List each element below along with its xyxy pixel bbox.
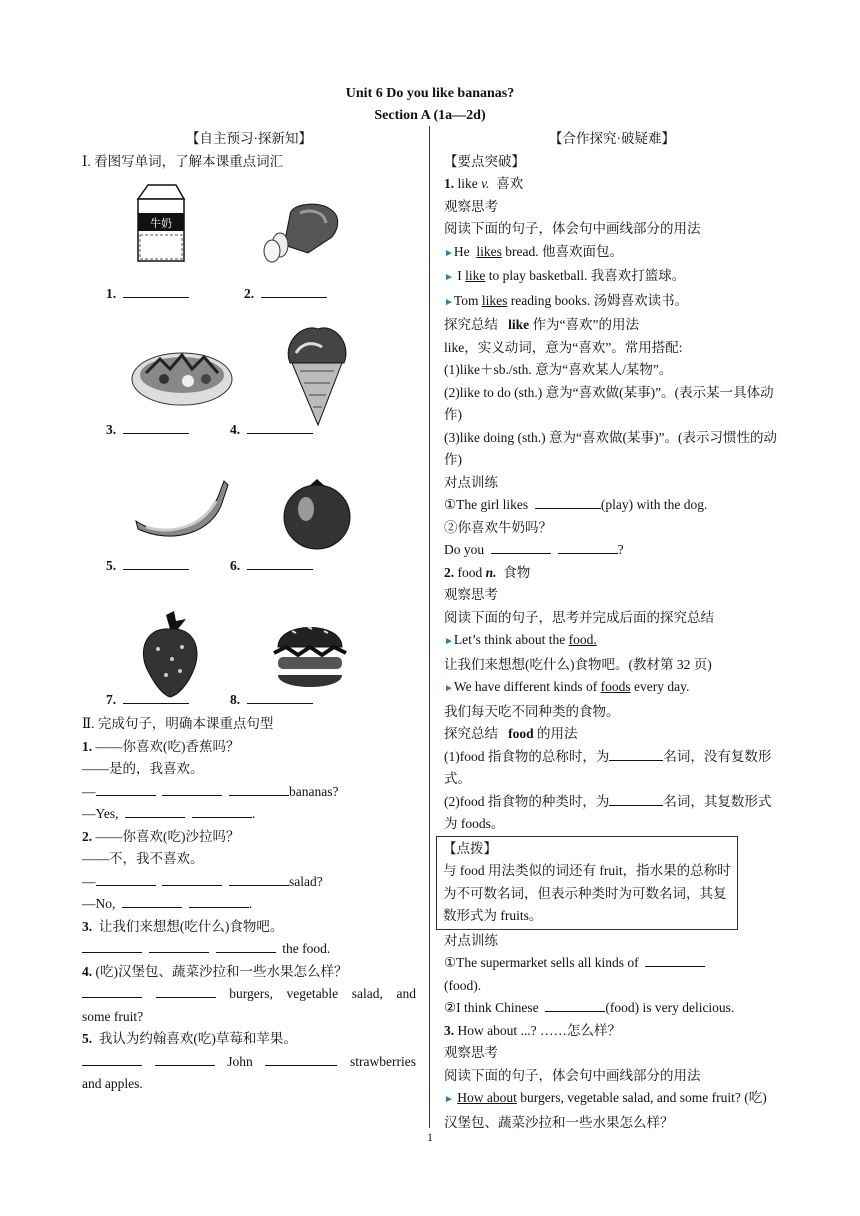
tomato-picture xyxy=(280,473,354,553)
ice-cream-picture xyxy=(282,323,352,427)
q3-blank-3[interactable] xyxy=(216,938,276,953)
point2-observe: 观察思考 xyxy=(444,587,498,602)
q4-cn: (吃)汉堡包、蔬菜沙拉和一些水果怎么样？ xyxy=(95,963,348,979)
q2-blank-5[interactable] xyxy=(189,893,249,908)
answer-blank-6[interactable] xyxy=(247,555,313,570)
q5-en-c: and apples. xyxy=(82,1076,143,1091)
point1-example-1: ►He likes bread. 他喜欢面包。 xyxy=(444,243,624,259)
point1-summary-title: 探究总结 like 作为“喜欢”的用法 xyxy=(444,317,639,332)
right-heading: 【合作探究·破疑难】 xyxy=(549,131,675,146)
triangle-arrow-icon: ► xyxy=(444,1094,454,1105)
q5-blank-2[interactable] xyxy=(155,1051,215,1066)
q1-blank-3[interactable] xyxy=(229,781,289,796)
q2-blank-3[interactable] xyxy=(229,871,289,886)
point1-practice: 对点训练 xyxy=(444,474,498,490)
q1-cn-1: ——你喜欢(吃)香蕉吗？ xyxy=(95,738,240,754)
q2-blank-1[interactable] xyxy=(96,871,156,886)
point1-task-1: ①The girl likes (play) with the dog. xyxy=(444,494,780,517)
point1-summary-2: (1)like＋sb./sth. 意为“喜欢某人/某物”。 xyxy=(444,362,673,377)
q2-dash: — xyxy=(82,873,96,889)
q3-blank-1[interactable] xyxy=(82,938,142,953)
point3-instruction: 阅读下面的句子，体会句中画线部分的用法 xyxy=(444,1067,701,1083)
point3-title: 3. How about ...? ……怎么样？ xyxy=(444,1022,621,1038)
q4-en-e: some fruit? xyxy=(82,1008,144,1024)
point2-example-2-cn: 我们每天吃不同种类的食物。 xyxy=(444,703,620,719)
page-title: Unit 6 Do you like bananas? xyxy=(345,86,515,101)
burger-picture xyxy=(268,613,352,697)
point1-example-3: ►Tom likes reading books. 汤姆喜欢读书。 xyxy=(444,292,689,308)
q4-blank-2[interactable] xyxy=(156,983,216,998)
page-number: 1 xyxy=(427,1130,433,1144)
point2-example-1: ►Let’s think about the food. xyxy=(444,632,597,647)
q1-en-end: bananas? xyxy=(289,783,339,799)
key-points-heading: 【要点突破】 xyxy=(444,153,525,169)
part1-title: Ⅰ. 看图写单词，了解本课重点词汇 xyxy=(82,153,284,169)
answer-blank-8[interactable] xyxy=(247,689,313,704)
point2-task-1-blank[interactable] xyxy=(645,952,705,967)
answer-blank-2[interactable] xyxy=(261,283,327,298)
right-column xyxy=(444,128,780,1134)
label-8: 8. xyxy=(230,692,241,707)
point1-summary-4: (3)like doing (sth.) 意为“喜欢做(某事)”。(表示习惯性的动作) xyxy=(444,429,777,467)
q2-blank-2[interactable] xyxy=(162,871,222,886)
q5-en-a: John xyxy=(227,1053,253,1069)
point2-summary-1-blank[interactable] xyxy=(609,746,663,761)
point2-summary-2: (2)food 指食物的种类时，为 名词，其复数形式为 foods。 xyxy=(444,791,780,836)
label-7: 7. xyxy=(106,692,117,707)
q3-blank-2[interactable] xyxy=(149,938,209,953)
q4-en-d: and xyxy=(396,986,417,1001)
left-column: 【自主预习·探新知】 Ⅰ. 看图写单词，了解本课重点词汇 牛奶 1. 2. 3. 4. 5. 6. 7. 8. Ⅱ. 完成句子，明确本课重点句型 1. ——你喜欢(吃)香蕉吗？ ——是的，我喜欢。 — bananas? —Yes, . 2. ——你喜欢(吃)沙拉吗？ ——不，我不喜欢。 — salad? —No, . 3. 让我们来想想(吃什么)食物吧。 the food. 4. (吃)汉堡包、蔬菜沙拉和一些水果怎么样？ burgers, vegetable salad, and some fruit? 5. 我认为约翰喜欢(吃)草莓和苹果。 John strawberries and apples. xyxy=(82,128,416,1096)
q3-en-end: the food. xyxy=(282,941,331,956)
label-1: 1. xyxy=(106,286,117,301)
label-3: 3. xyxy=(106,422,117,437)
point2-example-1-cn: 让我们来想想(吃什么)食物吧。(教材第 32 页) xyxy=(444,656,712,672)
answer-blank-5[interactable] xyxy=(123,555,189,570)
answer-blank-7[interactable] xyxy=(123,689,189,704)
point3-example-1: ► How about burgers, vegetable salad, and some fruit? (吃)汉堡包、蔬菜沙拉和一些水果怎么样？ xyxy=(444,1090,767,1130)
answer-blank-4[interactable] xyxy=(247,419,313,434)
q1-dash: — xyxy=(82,783,96,799)
triangle-arrow-icon: ► xyxy=(444,683,454,694)
milk-carton-picture xyxy=(132,183,188,265)
q1-en-2: —Yes, xyxy=(82,806,119,821)
q2-en-end: salad? xyxy=(289,873,323,889)
q1-cn-2: ——是的，我喜欢。 xyxy=(82,761,204,776)
q2-number: 2. xyxy=(82,828,93,844)
q1-blank-4[interactable] xyxy=(125,803,185,818)
label-6: 6. xyxy=(230,558,241,573)
banana-picture xyxy=(132,477,232,545)
q5-en-b: strawberries xyxy=(350,1053,416,1069)
q2-cn-2: ——不，我不喜欢。 xyxy=(82,851,204,866)
q4-en-c: salad, xyxy=(351,986,383,1001)
q3-number: 3. xyxy=(82,918,93,934)
tip-text: 与 food 用法类似的词还有 fruit，指水果的总称时为不可数名词，但表示种类时为可数名词，其复数形式为 fruits。 xyxy=(443,863,731,923)
column-divider xyxy=(429,126,430,1128)
point2-summary-title: 探究总结 food 的用法 xyxy=(444,726,578,741)
point1-instruction: 阅读下面的句子，体会句中画线部分的用法 xyxy=(444,221,701,236)
q5-blank-3[interactable] xyxy=(265,1051,337,1066)
part2-title: Ⅱ. 完成句子，明确本课重点句型 xyxy=(82,716,274,731)
point1-observe: 观察思考 xyxy=(444,198,498,214)
tip-title: 【点拨】 xyxy=(443,840,497,856)
point2-summary-2-blank[interactable] xyxy=(609,791,663,806)
strawberry-picture xyxy=(138,609,202,699)
point1-task-2: Do you ? xyxy=(444,539,780,562)
point1-task-2-blank-2[interactable] xyxy=(558,539,618,554)
q1-blank-5[interactable] xyxy=(192,803,252,818)
point3-observe: 观察思考 xyxy=(444,1045,498,1060)
label-2: 2. xyxy=(244,286,255,301)
q2-cn-1: ——你喜欢(吃)沙拉吗？ xyxy=(95,828,240,844)
left-heading: 【自主预习·探新知】 xyxy=(186,131,312,146)
triangle-arrow-icon: ► xyxy=(444,296,454,308)
q4-en-a: burgers, xyxy=(229,986,273,1001)
label-5: 5. xyxy=(106,558,117,573)
label-4: 4. xyxy=(230,422,241,437)
point2-practice: 对点训练 xyxy=(444,932,498,948)
q4-en-b: vegetable xyxy=(286,986,339,1001)
q1-blank-2[interactable] xyxy=(162,781,222,796)
point1-summary-1: like，实义动词，意为“喜欢”。常用搭配: xyxy=(444,339,683,355)
q5-blank-1[interactable] xyxy=(82,1051,142,1066)
point1-summary-3: (2)like to do (sth.) 意为“喜欢做(某事)”。(表示某一具体动作) xyxy=(444,384,774,422)
point2-example-2: ►We have different kinds of foods every day. xyxy=(444,679,690,694)
point2-task-2-blank[interactable] xyxy=(545,997,605,1012)
picture-grid xyxy=(82,173,416,713)
triangle-arrow-icon: ► xyxy=(444,272,454,283)
q4-blank-1[interactable] xyxy=(82,983,142,998)
point2-task-1: ①The supermarket sells all kinds of xyxy=(444,952,780,975)
point1-example-2: ► I like to play basketball. 我喜欢打篮球。 xyxy=(444,268,686,283)
q5-number: 5. xyxy=(82,1031,93,1046)
q1-blank-1[interactable] xyxy=(96,781,156,796)
point2-instruction: 阅读下面的句子，思考并完成后面的探究总结 xyxy=(444,609,714,625)
point2-task-1-end: (food). xyxy=(444,977,482,993)
bread-picture xyxy=(260,201,344,263)
q5-cn: 我认为约翰喜欢(吃)草莓和苹果。 xyxy=(98,1031,297,1046)
point1-title: 1. like v. 喜欢 xyxy=(444,176,524,191)
point2-title: 2. food n. 食物 xyxy=(444,564,531,580)
answer-blank-1[interactable] xyxy=(123,283,189,298)
q1-number: 1. xyxy=(82,738,93,754)
point2-summary-1: (1)food 指食物的总称时，为 名词，没有复数形式。 xyxy=(444,746,780,791)
answer-blank-3[interactable] xyxy=(123,419,189,434)
section-subtitle: Section A (1a—2d) xyxy=(374,108,486,123)
triangle-arrow-icon: ► xyxy=(444,636,454,647)
q3-cn: 让我们来想想(吃什么)食物吧。 xyxy=(98,918,284,934)
salad-picture xyxy=(130,339,234,409)
tip-box xyxy=(436,836,738,930)
q2-blank-4[interactable] xyxy=(122,893,182,908)
point1-task-2-blank-1[interactable] xyxy=(491,539,551,554)
point1-task-2-cn: ②你喜欢牛奶吗？ xyxy=(444,519,552,535)
point1-task-1-blank[interactable] xyxy=(535,494,601,509)
q2-en-2: —No, xyxy=(82,896,116,911)
milk-carton-text: 牛奶 xyxy=(150,217,172,230)
triangle-arrow-icon: ► xyxy=(444,247,454,259)
point2-task-2: ②I think Chinese (food) is very delicious. xyxy=(444,997,780,1020)
q4-number: 4. xyxy=(82,963,93,979)
